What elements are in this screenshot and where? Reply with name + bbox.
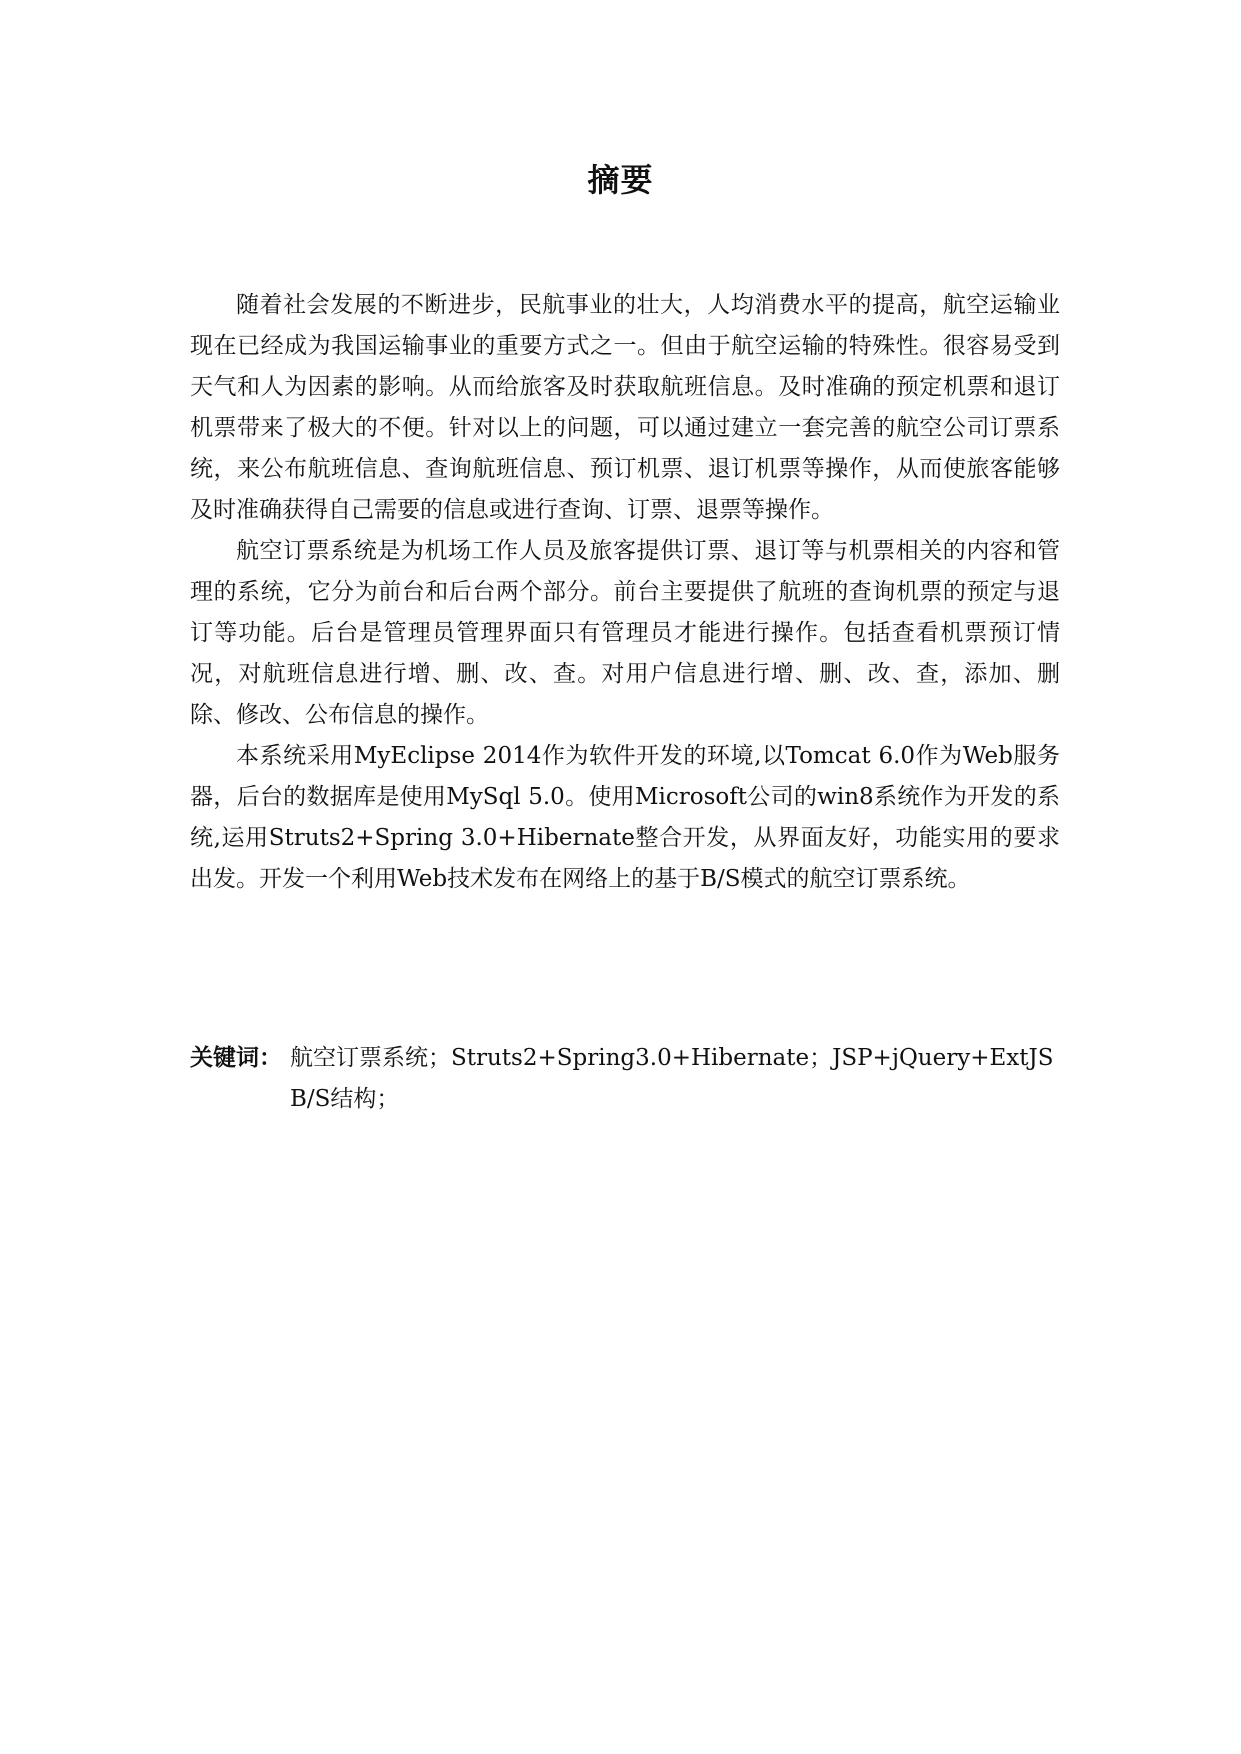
abstract-paragraph-3: 本系统采用MyEclipse 2014作为软件开发的环境,以Tomcat 6.0作为Web服务器，后台的数据库是使用MySql 5.0。使用Microsoft公司的win8系统作为开发的系统,运用Struts2+Spring 3.0+Hibernate整合开发，从界面友好，功能实用的要求出发。开发一个利用Web技术发布在网络上的基于B/S模式的航空订票系统。 <box>190 743 1060 892</box>
keywords-line-2: B/S结构； <box>290 1086 400 1112</box>
keywords-row <box>190 1038 1060 1120</box>
abstract-paragraph-1: 随着社会发展的不断进步，民航事业的壮大，人均消费水平的提高，航空运输业现在已经成为我国运输事业的重要方式之一。但由于航空运输的特殊性。很容易受到天气和人为因素的影响。从而给旅客及时获取航班信息。及时准确的预定机票和退订机票带来了极大的不便。针对以上的问题，可以通过建立一套完善的航空公司订票系统，来公布航班信息、查询航班信息、预订机票、退订机票等操作，从而使旅客能够及时准确获得自己需要的信息或进行查询、订票、退票等操作。 <box>190 292 1060 523</box>
abstract-paragraph-2: 航空订票系统是为机场工作人员及旅客提供订票、退订等与机票相关的内容和管理的系统，它分为前台和后台两个部分。前台主要提供了航班的查询机票的预定与退订等功能。后台是管理员管理界面只有管理员才能进行操作。包括查看机票预订情况，对航班信息进行增、删、改、查。对用户信息进行增、删、改、查，添加、删除、修改、公布信息的操作。 <box>190 538 1060 728</box>
abstract-body <box>190 285 1060 900</box>
keywords-label: 关键词： <box>190 1045 282 1071</box>
keywords-content <box>290 1038 1060 1120</box>
keywords-section <box>190 1038 1060 1120</box>
keywords-line-1: 航空订票系统；Struts2+Spring3.0+Hibernate；JSP+jQuery+ExtJS <box>290 1045 1054 1071</box>
abstract-title: 摘要 <box>587 161 654 199</box>
